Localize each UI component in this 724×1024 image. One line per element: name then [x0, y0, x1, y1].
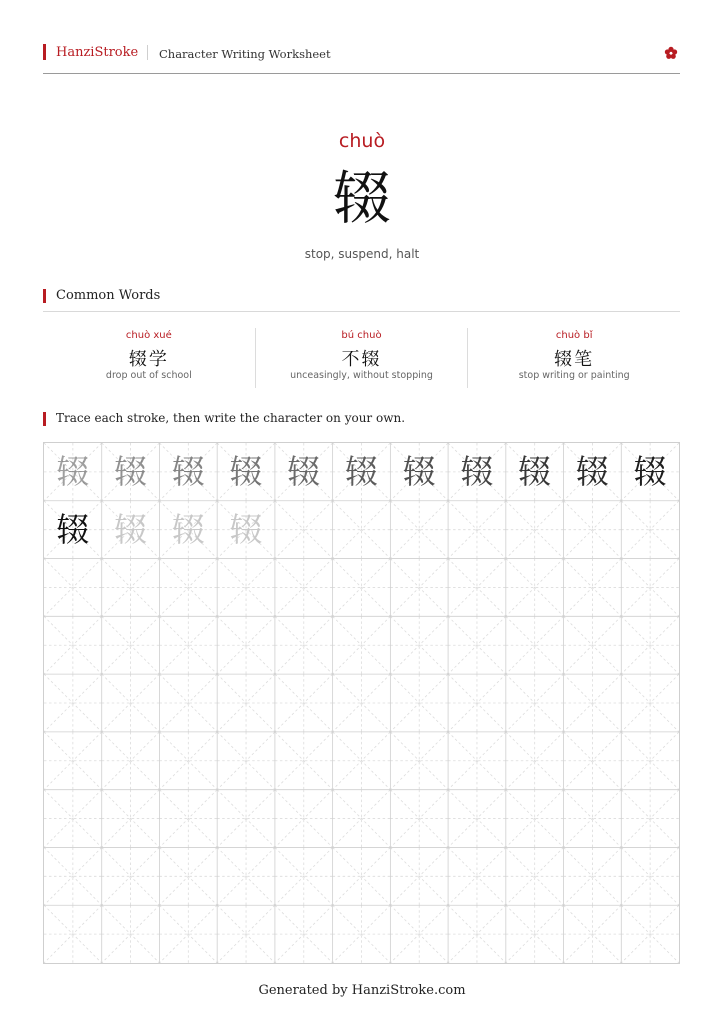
- word-item: [255, 328, 468, 388]
- practice-grid: [43, 442, 680, 964]
- page-header: [43, 42, 680, 74]
- stroke-step-char: 辍: [114, 452, 148, 492]
- stroke-step-char: 辍: [518, 452, 552, 492]
- word-english: unceasingly, without stopping: [290, 370, 433, 381]
- word-item: [467, 328, 680, 388]
- trace-char: 辍: [114, 510, 148, 550]
- footer-credit: Generated by HanziStroke.com: [258, 983, 466, 998]
- header-subtitle: Character Writing Worksheet: [159, 47, 331, 61]
- character-meaning: stop, suspend, halt: [304, 247, 420, 261]
- word-hanzi: 不辍: [341, 349, 382, 370]
- word-english: stop writing or painting: [518, 370, 630, 381]
- word-english: drop out of school: [105, 370, 192, 381]
- section-accent-bar: [43, 289, 46, 303]
- stroke-step-char: 辍: [575, 452, 609, 492]
- word-hanzi: 辍笔: [554, 349, 595, 370]
- stroke-step-char: 辍: [633, 452, 667, 492]
- brand-name: HanziStroke: [56, 45, 139, 60]
- stroke-step-char: 辍: [56, 452, 90, 492]
- stroke-step-char: 辍: [344, 452, 378, 492]
- instruction-text: Trace each stroke, then write the character on your own.: [56, 411, 406, 425]
- section-accent-bar: [43, 412, 46, 426]
- section-divider: [43, 311, 680, 312]
- character-hanzi: 辍: [332, 164, 391, 232]
- section-title: Common Words: [56, 288, 161, 303]
- character-pinyin: chuò: [338, 130, 386, 152]
- word-item: [43, 328, 255, 388]
- stroke-step-char: 辍: [171, 452, 205, 492]
- stroke-step-char: 辍: [402, 452, 436, 492]
- common-words-list: [43, 328, 680, 388]
- word-hanzi: 辍学: [128, 349, 169, 370]
- word-pinyin: chuò bǐ: [555, 330, 593, 341]
- trace-char: 辍: [229, 510, 263, 550]
- word-pinyin: chuò xué: [125, 330, 172, 341]
- word-pinyin: bú chuò: [341, 330, 382, 341]
- plum-blossom-icon: [664, 46, 678, 60]
- stroke-step-char: 辍: [460, 452, 494, 492]
- stroke-step-char: 辍: [287, 452, 321, 492]
- trace-char: 辍: [171, 510, 205, 550]
- header-divider: [147, 45, 148, 60]
- stroke-step-char: 辍: [56, 510, 90, 550]
- stroke-step-char: 辍: [229, 452, 263, 492]
- header-accent-bar: [43, 44, 46, 60]
